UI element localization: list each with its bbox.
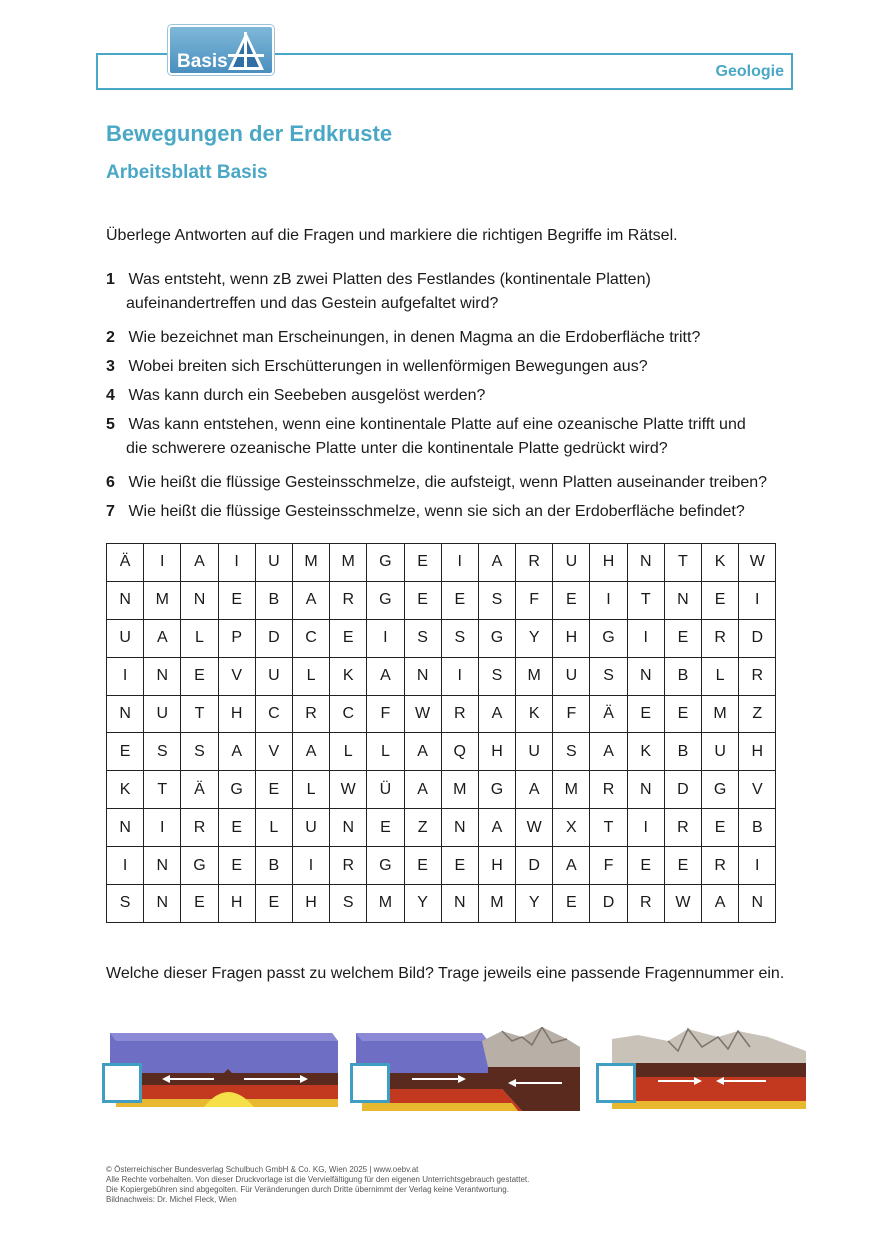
grid-cell[interactable]: H: [739, 733, 776, 771]
grid-cell[interactable]: E: [218, 581, 255, 619]
grid-cell[interactable]: P: [218, 619, 255, 657]
grid-row: [107, 657, 776, 695]
grid-cell[interactable]: E: [664, 695, 701, 733]
grid-cell[interactable]: K: [107, 771, 144, 809]
grid-cell[interactable]: E: [404, 581, 441, 619]
grid-cell[interactable]: E: [664, 619, 701, 657]
grid-cell[interactable]: A: [404, 771, 441, 809]
question-7: 7 Wie heißt die flüssige Gesteinsschmelze, wenn sie sich an der Erdoberfläche befindet?: [106, 503, 745, 520]
grid-cell[interactable]: R: [330, 581, 367, 619]
grid-cell[interactable]: A: [478, 544, 515, 582]
grid-cell[interactable]: E: [664, 847, 701, 885]
grid-cell[interactable]: G: [702, 771, 739, 809]
grid-cell[interactable]: E: [627, 847, 664, 885]
grid-cell[interactable]: I: [590, 581, 627, 619]
grid-cell[interactable]: E: [255, 771, 292, 809]
grid-cell[interactable]: M: [516, 657, 553, 695]
grid-cell[interactable]: N: [404, 657, 441, 695]
grid-cell[interactable]: C: [255, 695, 292, 733]
grid-cell[interactable]: U: [107, 619, 144, 657]
grid-cell[interactable]: G: [478, 771, 515, 809]
grid-cell[interactable]: G: [367, 544, 404, 582]
grid-cell[interactable]: M: [330, 544, 367, 582]
question-4: 4 Was kann durch ein Seebeben ausgelöst werden?: [106, 387, 486, 404]
logo-text: Basis: [177, 51, 228, 72]
answer-box-2[interactable]: [350, 1063, 390, 1103]
grid-cell[interactable]: R: [739, 657, 776, 695]
grid-cell[interactable]: N: [107, 581, 144, 619]
grid-cell[interactable]: I: [441, 544, 478, 582]
grid-cell[interactable]: T: [144, 771, 181, 809]
grid-cell[interactable]: A: [367, 657, 404, 695]
grid-cell[interactable]: W: [516, 809, 553, 847]
footer-copyright: © Österreichischer Bundesverlag Schulbuch GmbH & Co. KG, Wien 2025 | www.oebv.at: [106, 1165, 419, 1174]
grid-cell[interactable]: G: [478, 619, 515, 657]
question-list: [106, 268, 806, 524]
grid-row: [107, 809, 776, 847]
grid-cell[interactable]: I: [627, 619, 664, 657]
grid-cell[interactable]: D: [516, 847, 553, 885]
grid-cell[interactable]: R: [702, 847, 739, 885]
page-subtitle: Arbeitsblatt Basis: [106, 162, 268, 183]
grid-cell[interactable]: L: [330, 733, 367, 771]
grid-cell[interactable]: U: [702, 733, 739, 771]
grid-cell[interactable]: F: [367, 695, 404, 733]
grid-cell[interactable]: S: [478, 581, 515, 619]
grid-cell[interactable]: Y: [516, 885, 553, 923]
grid-cell[interactable]: V: [739, 771, 776, 809]
grid-cell[interactable]: R: [590, 771, 627, 809]
grid-cell[interactable]: B: [255, 847, 292, 885]
grid-cell[interactable]: S: [478, 657, 515, 695]
grid-cell[interactable]: E: [107, 733, 144, 771]
grid-cell[interactable]: E: [404, 847, 441, 885]
grid-cell[interactable]: M: [367, 885, 404, 923]
grid-cell[interactable]: N: [627, 771, 664, 809]
grid-cell[interactable]: U: [144, 695, 181, 733]
grid-cell[interactable]: E: [181, 885, 218, 923]
grid-cell[interactable]: A: [292, 581, 329, 619]
grid-cell[interactable]: I: [144, 544, 181, 582]
grid-cell[interactable]: E: [702, 809, 739, 847]
grid-cell[interactable]: G: [367, 847, 404, 885]
grid-cell[interactable]: A: [292, 733, 329, 771]
grid-row: [107, 695, 776, 733]
footer-rights: Alle Rechte vorbehalten. Von dieser Druckvorlage ist die Vervielfältigung für den eigenen Unterrichtsgebrauch gestattet.: [106, 1175, 530, 1184]
grid-cell[interactable]: U: [553, 544, 590, 582]
intro-text: Überlege Antworten auf die Fragen und markiere die richtigen Begriffe im Rätsel.: [106, 227, 678, 244]
grid-cell[interactable]: I: [441, 657, 478, 695]
grid-cell[interactable]: K: [627, 733, 664, 771]
grid-cell[interactable]: N: [144, 657, 181, 695]
grid-row: [107, 885, 776, 923]
grid-cell[interactable]: Q: [441, 733, 478, 771]
grid-row: [107, 619, 776, 657]
grid-cell[interactable]: R: [664, 809, 701, 847]
grid-cell[interactable]: Ä: [107, 544, 144, 582]
grid-cell[interactable]: E: [404, 544, 441, 582]
grid-cell[interactable]: I: [739, 847, 776, 885]
grid-cell[interactable]: A: [218, 733, 255, 771]
grid-cell[interactable]: C: [292, 619, 329, 657]
grid-cell[interactable]: D: [739, 619, 776, 657]
grid-cell[interactable]: S: [441, 619, 478, 657]
grid-cell[interactable]: U: [255, 544, 292, 582]
footer: [106, 1165, 529, 1205]
grid-cell[interactable]: R: [330, 847, 367, 885]
grid-cell[interactable]: M: [553, 771, 590, 809]
question-3: 3 Wobei breiten sich Erschütterungen in wellenförmigen Bewegungen aus?: [106, 358, 648, 375]
grid-cell[interactable]: H: [590, 544, 627, 582]
grid-cell[interactable]: I: [218, 544, 255, 582]
grid-cell[interactable]: Ä: [590, 695, 627, 733]
footer-image-credit: Bildnachweis: Dr. Michel Fleck, Wien: [106, 1195, 237, 1204]
grid-cell[interactable]: E: [367, 809, 404, 847]
grid-cell[interactable]: R: [181, 809, 218, 847]
grid-cell[interactable]: H: [553, 619, 590, 657]
grid-cell[interactable]: R: [702, 619, 739, 657]
grid-cell[interactable]: Z: [404, 809, 441, 847]
grid-cell[interactable]: N: [144, 885, 181, 923]
grid-cell[interactable]: R: [292, 695, 329, 733]
grid-cell[interactable]: E: [255, 885, 292, 923]
grid-cell[interactable]: I: [107, 657, 144, 695]
grid-cell[interactable]: S: [144, 733, 181, 771]
grid-cell[interactable]: L: [292, 771, 329, 809]
grid-cell[interactable]: I: [292, 847, 329, 885]
grid-cell[interactable]: E: [181, 657, 218, 695]
grid-cell[interactable]: R: [516, 544, 553, 582]
grid-cell[interactable]: N: [181, 581, 218, 619]
grid-cell[interactable]: U: [516, 733, 553, 771]
picture-question: Welche dieser Fragen passt zu welchem Bild? Trage jeweils eine passende Fragennummer ein.: [106, 965, 785, 982]
grid-cell[interactable]: F: [516, 581, 553, 619]
grid-cell[interactable]: U: [292, 809, 329, 847]
question-6: 6 Wie heißt die flüssige Gesteinsschmelze, die aufsteigt, wenn Platten auseinander treiben?: [106, 474, 768, 491]
grid-cell[interactable]: F: [590, 847, 627, 885]
grid-cell[interactable]: K: [702, 544, 739, 582]
grid-cell[interactable]: X: [553, 809, 590, 847]
grid-cell[interactable]: H: [478, 847, 515, 885]
grid-cell[interactable]: S: [404, 619, 441, 657]
grid-cell[interactable]: E: [441, 581, 478, 619]
grid-cell[interactable]: N: [627, 657, 664, 695]
grid-cell[interactable]: G: [590, 619, 627, 657]
grid-cell[interactable]: H: [218, 885, 255, 923]
grid-cell[interactable]: K: [330, 657, 367, 695]
grid-cell[interactable]: B: [739, 809, 776, 847]
grid-cell[interactable]: M: [702, 695, 739, 733]
grid-cell[interactable]: S: [330, 885, 367, 923]
illustration-divergent: [104, 1027, 338, 1116]
page-title: Bewegungen der Erdkruste: [106, 121, 393, 146]
grid-cell[interactable]: R: [441, 695, 478, 733]
grid-cell[interactable]: A: [144, 619, 181, 657]
footer-fees: Die Kopiergebühren sind abgegolten. Für Veränderungen durch Dritte übernimmt der Verlag keine Verantwortung.: [106, 1185, 509, 1194]
question-1: 1 Was entsteht, wenn zB zwei Platten des Festlandes (kontinentale Platten) aufeinandertreffen und das Gestein aufgefaltet wird?: [106, 271, 651, 312]
grid-row: [107, 847, 776, 885]
grid-cell[interactable]: E: [441, 847, 478, 885]
grid-cell[interactable]: T: [627, 581, 664, 619]
grid-cell[interactable]: E: [553, 885, 590, 923]
grid-cell[interactable]: N: [441, 809, 478, 847]
grid-cell[interactable]: T: [590, 809, 627, 847]
grid-cell[interactable]: W: [664, 885, 701, 923]
grid-row: [107, 581, 776, 619]
grid-cell[interactable]: G: [181, 847, 218, 885]
grid-cell[interactable]: L: [181, 619, 218, 657]
grid-row: [107, 771, 776, 809]
grid-cell[interactable]: Y: [516, 619, 553, 657]
grid-cell[interactable]: N: [144, 847, 181, 885]
grid-cell[interactable]: E: [553, 581, 590, 619]
grid-cell[interactable]: A: [478, 809, 515, 847]
grid-cell[interactable]: S: [590, 657, 627, 695]
grid-cell[interactable]: N: [627, 544, 664, 582]
grid-cell[interactable]: W: [739, 544, 776, 582]
grid-cell[interactable]: W: [330, 771, 367, 809]
grid-cell[interactable]: Z: [739, 695, 776, 733]
grid-cell[interactable]: N: [107, 809, 144, 847]
grid-cell[interactable]: G: [367, 581, 404, 619]
basis-logo: [168, 25, 274, 75]
grid-cell[interactable]: B: [255, 581, 292, 619]
grid-cell[interactable]: N: [739, 885, 776, 923]
grid-cell[interactable]: K: [516, 695, 553, 733]
grid-cell[interactable]: D: [664, 771, 701, 809]
answer-box-1[interactable]: [102, 1063, 142, 1103]
grid-cell[interactable]: M: [292, 544, 329, 582]
grid-cell[interactable]: A: [702, 885, 739, 923]
triangle-logo-icon: [226, 30, 266, 72]
grid-cell[interactable]: B: [664, 733, 701, 771]
grid-cell[interactable]: E: [218, 847, 255, 885]
illustration-subduction: [352, 1027, 584, 1116]
grid-row: [107, 733, 776, 771]
grid-cell[interactable]: C: [330, 695, 367, 733]
grid-cell[interactable]: L: [292, 657, 329, 695]
grid-cell[interactable]: E: [702, 581, 739, 619]
grid-cell[interactable]: D: [255, 619, 292, 657]
grid-cell[interactable]: N: [330, 809, 367, 847]
grid-cell[interactable]: M: [441, 771, 478, 809]
grid-cell[interactable]: N: [441, 885, 478, 923]
grid-cell[interactable]: L: [702, 657, 739, 695]
answer-box-3[interactable]: [596, 1063, 636, 1103]
grid-cell[interactable]: E: [218, 809, 255, 847]
grid-cell[interactable]: A: [404, 733, 441, 771]
grid-cell[interactable]: V: [255, 733, 292, 771]
grid-cell[interactable]: A: [516, 771, 553, 809]
grid-cell[interactable]: U: [553, 657, 590, 695]
grid-cell[interactable]: M: [478, 885, 515, 923]
grid-cell[interactable]: I: [627, 809, 664, 847]
grid-cell[interactable]: H: [218, 695, 255, 733]
grid-cell[interactable]: Ü: [367, 771, 404, 809]
illustration-collision: [598, 1027, 808, 1116]
grid-row: [107, 544, 776, 582]
grid-cell[interactable]: I: [144, 809, 181, 847]
grid-cell[interactable]: Ä: [181, 771, 218, 809]
grid-cell[interactable]: A: [553, 847, 590, 885]
subject-label: Geologie: [715, 63, 784, 80]
grid-cell[interactable]: R: [627, 885, 664, 923]
grid-cell[interactable]: G: [218, 771, 255, 809]
grid-cell[interactable]: S: [107, 885, 144, 923]
grid-cell[interactable]: L: [255, 809, 292, 847]
grid-cell[interactable]: M: [144, 581, 181, 619]
grid-cell[interactable]: D: [590, 885, 627, 923]
grid-cell[interactable]: V: [218, 657, 255, 695]
grid-cell[interactable]: A: [590, 733, 627, 771]
grid-cell[interactable]: N: [664, 581, 701, 619]
grid-cell[interactable]: H: [478, 733, 515, 771]
grid-cell[interactable]: S: [181, 733, 218, 771]
question-2: 2 Wie bezeichnet man Erscheinungen, in denen Magma an die Erdoberfläche tritt?: [106, 329, 701, 346]
question-5: 5 Was kann entstehen, wenn eine kontinentale Platte auf eine ozeanische Platte trifft und die schwerere ozeanische Platte unter die kontinentale Platte gedrückt wird?: [106, 416, 746, 457]
grid-cell[interactable]: A: [478, 695, 515, 733]
grid-cell[interactable]: W: [404, 695, 441, 733]
grid-cell[interactable]: N: [107, 695, 144, 733]
word-search-grid: [106, 543, 776, 923]
grid-cell[interactable]: E: [330, 619, 367, 657]
grid-cell[interactable]: A: [181, 544, 218, 582]
grid-cell[interactable]: I: [739, 581, 776, 619]
grid-cell[interactable]: S: [553, 733, 590, 771]
grid-cell[interactable]: H: [292, 885, 329, 923]
grid-cell[interactable]: L: [367, 733, 404, 771]
grid-cell[interactable]: I: [107, 847, 144, 885]
grid-cell[interactable]: E: [627, 695, 664, 733]
grid-cell[interactable]: B: [664, 657, 701, 695]
grid-cell[interactable]: T: [664, 544, 701, 582]
grid-cell[interactable]: F: [553, 695, 590, 733]
grid-cell[interactable]: T: [181, 695, 218, 733]
grid-cell[interactable]: Y: [404, 885, 441, 923]
grid-cell[interactable]: U: [255, 657, 292, 695]
grid-cell[interactable]: I: [367, 619, 404, 657]
